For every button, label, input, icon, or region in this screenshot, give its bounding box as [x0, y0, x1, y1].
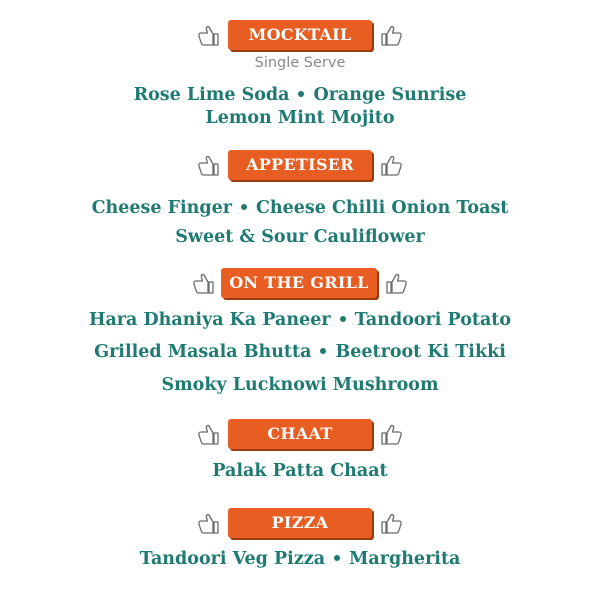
- section-subtitle: Single Serve: [254, 55, 346, 71]
- thumbs-up-icon: [196, 154, 220, 178]
- section-header-appetiser: [0, 150, 600, 184]
- menu-item: Orange Sunrise: [313, 85, 467, 105]
- thumbs-up-icon: [196, 512, 220, 536]
- thumbs-up-icon: [380, 512, 404, 536]
- section-header-on-the-grill: [0, 268, 600, 302]
- menu-item: Hara Dhaniya Ka Paneer: [88, 310, 331, 330]
- menu-line: [0, 227, 600, 247]
- menu-item: Margherita: [349, 549, 461, 569]
- bullet-dot: [298, 91, 304, 97]
- bullet-dot: [340, 316, 346, 322]
- menu-item: Beetroot Ki Tikki: [335, 342, 506, 362]
- thumbs-up-icon: [196, 24, 220, 48]
- menu-line: [0, 108, 600, 128]
- thumbs-up-icon: [385, 272, 409, 296]
- bullet-dot: [241, 204, 247, 210]
- menu-item: Cheese Finger: [91, 198, 232, 218]
- menu-item: Cheese Chilli Onion Toast: [255, 198, 509, 218]
- section-header-pizza: [0, 508, 600, 542]
- menu-item: Lemon Mint Mojito: [205, 108, 395, 128]
- menu-line: [0, 375, 600, 395]
- section-header-mocktail: [0, 20, 600, 54]
- menu-item: Tandoori Potato: [354, 310, 512, 330]
- menu-line: [0, 85, 600, 105]
- bullet-dot: [334, 555, 340, 561]
- menu-line: [0, 461, 600, 481]
- thumbs-up-icon: [196, 423, 220, 447]
- menu-item: Grilled Masala Bhutta: [94, 342, 312, 362]
- section-header-chaat: [0, 419, 600, 453]
- thumbs-up-icon: [380, 154, 404, 178]
- section-title: MOCKTAIL: [228, 20, 372, 50]
- menu-item: Rose Lime Soda: [133, 85, 290, 105]
- section-title: PIZZA: [228, 508, 372, 538]
- menu-item: Palak Patta Chaat: [212, 461, 388, 481]
- menu-line: [0, 310, 600, 330]
- section-title: CHAAT: [228, 419, 372, 449]
- menu-item: Sweet & Sour Cauliflower: [175, 227, 425, 247]
- menu-line: [0, 198, 600, 218]
- bullet-dot: [320, 348, 326, 354]
- thumbs-up-icon: [380, 24, 404, 48]
- thumbs-up-icon: [380, 423, 404, 447]
- menu-item: Smoky Lucknowi Mushroom: [161, 375, 439, 395]
- section-title: ON THE GRILL: [221, 268, 377, 298]
- section-title: APPETISER: [228, 150, 372, 180]
- menu-item: Tandoori Veg Pizza: [139, 549, 326, 569]
- menu-line: [0, 549, 600, 569]
- menu-line: [0, 342, 600, 362]
- thumbs-up-icon: [191, 272, 215, 296]
